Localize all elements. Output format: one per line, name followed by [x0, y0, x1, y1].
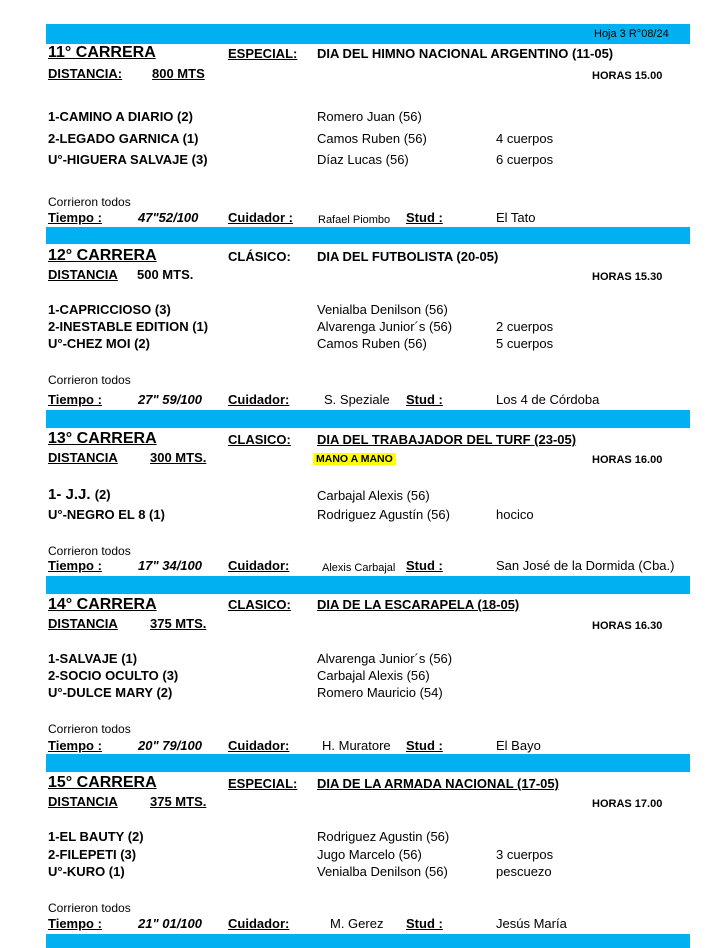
- race-title: 12° CARRERA: [48, 247, 157, 264]
- horse-result: U°-KURO (1): [48, 864, 125, 879]
- jockey: Venialba Denilson (56): [317, 864, 448, 879]
- stud-label: Stud :: [406, 738, 443, 753]
- horse-result: 1-CAPRICCIOSO (3): [48, 302, 171, 317]
- jockey: Camos Ruben (56): [317, 131, 427, 146]
- horse-result: U°-HIGUERA SALVAJE (3): [48, 152, 208, 167]
- tiempo-label: Tiempo :: [48, 392, 102, 407]
- distance-label: DISTANCIA: [48, 267, 118, 282]
- tiempo-label: Tiempo :: [48, 916, 102, 931]
- race-title: 11° CARRERA: [48, 44, 156, 61]
- horse-result: [48, 486, 111, 504]
- cuidador-value: S. Speziale: [324, 392, 390, 407]
- race-kind: ESPECIAL:: [228, 776, 298, 791]
- cuidador-value: Alexis Carbajal: [322, 562, 396, 574]
- race-name: DIA DEL FUTBOLISTA (20-05): [317, 249, 499, 264]
- tiempo-value: 21" 01/100: [138, 916, 202, 931]
- distance-value: 375 MTS.: [150, 616, 207, 631]
- stud-label: Stud :: [406, 392, 443, 407]
- distance-value: 375 MTS.: [150, 794, 207, 809]
- race-title: 13° CARRERA: [48, 430, 157, 447]
- stud-value: El Tato: [496, 210, 536, 225]
- race-title: 14° CARRERA: [48, 596, 157, 613]
- page-number: Hoja 3 R°08/24: [594, 28, 669, 40]
- race-name: DIA DEL TRABAJADOR DEL TURF (23-05): [317, 432, 577, 447]
- stud-label: Stud :: [406, 210, 443, 225]
- race-time: HORAS 15.30: [592, 271, 663, 283]
- distance-value: 300 MTS.: [150, 450, 207, 465]
- stud-value: San José de la Dormida (Cba.): [496, 558, 675, 573]
- race-name: DIA DE LA ARMADA NACIONAL (17-05): [317, 776, 559, 791]
- distance-label: DISTANCIA: [48, 794, 118, 809]
- race-name: DIA DE LA ESCARAPELA (18-05): [317, 597, 520, 612]
- horse-result: U°-DULCE MARY (2): [48, 685, 173, 700]
- tiempo-value: 17" 34/100: [138, 558, 202, 573]
- distance-label: DISTANCIA:: [48, 66, 123, 81]
- jockey: Rodriguez Agustín (56): [317, 507, 450, 522]
- distance-value: 800 MTS: [152, 66, 205, 81]
- race-kind: CLASICO:: [228, 432, 291, 447]
- margin: 4 cuerpos: [496, 131, 554, 146]
- cuidador-value: H. Muratore: [322, 738, 391, 753]
- cuidador-label: Cuidador :: [228, 210, 293, 225]
- race-name: DIA DEL HIMNO NACIONAL ARGENTINO (11-05): [317, 46, 614, 61]
- horse-result: 1-SALVAJE (1): [48, 651, 138, 666]
- jockey: Romero Mauricio (54): [317, 685, 443, 700]
- cuidador-label: Cuidador:: [228, 392, 290, 407]
- horse-result: U°-NEGRO EL 8 (1): [48, 507, 165, 522]
- corrieron-note: Corrieron todos: [48, 901, 131, 915]
- stud-value: El Bayo: [496, 738, 541, 753]
- stud-value: Los 4 de Córdoba: [496, 392, 600, 407]
- corrieron-note: Corrieron todos: [48, 373, 131, 387]
- jockey: Romero Juan (56): [317, 109, 422, 124]
- jockey: Alvarenga Junior´s (56): [317, 651, 453, 666]
- tiempo-label: Tiempo :: [48, 210, 102, 225]
- cuidador-label: Cuidador:: [228, 916, 290, 931]
- horse-result: U°-CHEZ MOI (2): [48, 336, 150, 351]
- separator-bar: [46, 576, 690, 594]
- corrieron-note: Corrieron todos: [48, 722, 131, 736]
- corrieron-note: Corrieron todos: [48, 544, 131, 558]
- jockey: Jugo Marcelo (56): [317, 847, 422, 862]
- cuidador-value: Rafael Piombo: [318, 214, 391, 226]
- tiempo-value: 27" 59/100: [138, 392, 202, 407]
- margin: 6 cuerpos: [496, 152, 554, 167]
- stud-value: Jesús María: [496, 916, 567, 931]
- tiempo-label: Tiempo :: [48, 558, 102, 573]
- margin: 5 cuerpos: [496, 336, 554, 351]
- jockey: Díaz Lucas (56): [317, 152, 409, 167]
- separator-bar: [46, 227, 690, 244]
- separator-bar: [46, 754, 690, 772]
- corrieron-note: Corrieron todos: [48, 195, 131, 209]
- margin: pescuezo: [496, 864, 552, 879]
- jockey: Alvarenga Junior´s (56): [317, 319, 453, 334]
- race-title: 15° CARRERA: [48, 774, 157, 791]
- cuidador-label: Cuidador:: [228, 558, 290, 573]
- race-kind: CLASICO:: [228, 597, 291, 612]
- tiempo-value: 47"52/100: [138, 210, 199, 225]
- horse-result: 2-LEGADO GARNICA (1): [48, 131, 199, 146]
- stud-label: Stud :: [406, 558, 443, 573]
- tiempo-label: Tiempo :: [48, 738, 102, 753]
- horse-post: (2): [94, 487, 111, 502]
- horse-result: 2-FILEPETI (3): [48, 847, 137, 862]
- race-time: HORAS 15.00: [592, 70, 663, 82]
- jockey: Rodriguez Agustin (56): [317, 829, 450, 844]
- jockey: Carbajal Alexis (56): [317, 668, 430, 683]
- margin: 2 cuerpos: [496, 319, 554, 334]
- cuidador-label: Cuidador:: [228, 738, 290, 753]
- jockey: Carbajal Alexis (56): [317, 488, 430, 503]
- race-time: HORAS 16.30: [592, 620, 663, 632]
- horse-result: 1-CAMINO A DIARIO (2): [48, 109, 193, 124]
- horse-result: 2-INESTABLE EDITION (1): [48, 319, 209, 334]
- jockey: Camos Ruben (56): [317, 336, 427, 351]
- horse-result: 1-EL BAUTY (2): [48, 829, 144, 844]
- separator-bar: [46, 410, 690, 428]
- tiempo-value: 20" 79/100: [138, 738, 202, 753]
- margin: 3 cuerpos: [496, 847, 554, 862]
- jockey: Venialba Denilson (56): [317, 302, 448, 317]
- mano-a-mano-note: [313, 451, 396, 467]
- race-kind: CLÁSICO:: [228, 249, 291, 264]
- highlight: MANO A MANO: [313, 453, 396, 465]
- race-time: HORAS 16.00: [592, 454, 663, 466]
- stud-label: Stud :: [406, 916, 443, 931]
- distance-label: DISTANCIA: [48, 616, 118, 631]
- distance-value: 500 MTS.: [137, 267, 194, 282]
- separator-bar: [46, 934, 690, 948]
- race-kind: ESPECIAL:: [228, 46, 298, 61]
- margin: hocico: [496, 507, 534, 522]
- distance-label: DISTANCIA: [48, 450, 118, 465]
- horse-result: 2-SOCIO OCULTO (3): [48, 668, 179, 683]
- race-time: HORAS 17.00: [592, 798, 663, 810]
- horse-name: 1- J.J.: [48, 486, 91, 503]
- cuidador-value: M. Gerez: [330, 916, 384, 931]
